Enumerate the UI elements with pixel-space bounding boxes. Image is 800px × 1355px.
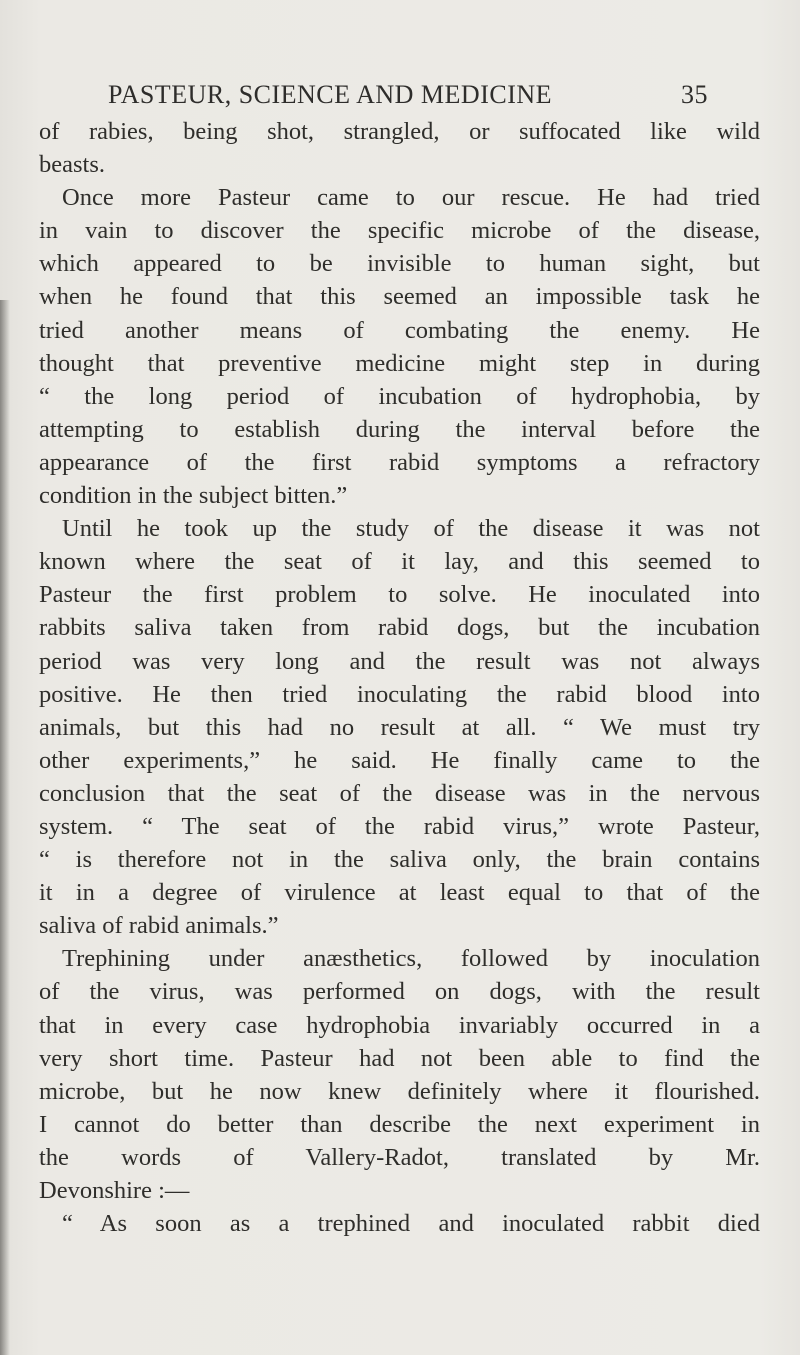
text-line: microbe, but he now knew definitely where it flourished. (39, 1077, 760, 1105)
text-line: Trephining under anæsthetics, followed by inoculation (62, 945, 760, 973)
text-line: system. “ The seat of the rabid virus,” wrote Pasteur, (39, 812, 760, 840)
text-line: positive. He then tried inoculating the rabid blood into (39, 680, 760, 708)
text-line: when he found that this seemed an impossible task he (39, 283, 760, 311)
text-line: Devonshire :— (39, 1177, 190, 1204)
text-line: of the virus, was performed on dogs, with the result (39, 978, 760, 1006)
text-line: Until he took up the study of the disease it was not (62, 515, 760, 543)
running-title: PASTEUR, SCIENCE AND MEDICINE (108, 80, 553, 109)
page-number: 35 (681, 80, 708, 109)
text-line: saliva of rabid animals.” (39, 912, 279, 940)
text-line: thought that preventive medicine might step in during (39, 349, 760, 377)
text-line: I cannot do better than describe the next experiment in (39, 1110, 760, 1138)
text-line: known where the seat of it lay, and this seemed to (39, 548, 760, 576)
text-line: attempting to establish during the interval before the (39, 415, 760, 443)
text-line: rabbits saliva taken from rabid dogs, but the incubation (39, 614, 760, 642)
text-line: “ the long period of incubation of hydrophobia, by (39, 382, 760, 410)
text-line: of rabies, being shot, strangled, or suffocated like wild (39, 118, 760, 145)
text-line: tried another means of combating the enemy. He (39, 316, 760, 344)
body-text (39, 115, 760, 1240)
text-line: appearance of the first rabid symptoms a refractory (39, 448, 760, 476)
text-line: Once more Pasteur came to our rescue. He had tried (62, 184, 760, 212)
text-line: condition in the subject bitten.” (39, 482, 348, 510)
text-line: animals, but this had no result at all. “ We must try (39, 713, 760, 741)
text-line: “ is therefore not in the saliva only, the brain contains (39, 846, 760, 874)
text-line: in vain to discover the specific microbe of the disease, (39, 217, 760, 245)
text-line: “ As soon as a trephined and inoculated rabbit died (62, 1210, 760, 1238)
text-line: which appeared to be invisible to human sight, but (39, 250, 760, 278)
text-line: Pasteur the first problem to solve. He inoculated into (39, 581, 760, 609)
text-line: it in a degree of virulence at least equal to that of the (39, 879, 760, 907)
text-line: conclusion that the seat of the disease was in the nervous (39, 779, 760, 807)
text-line: the words of Vallery-Radot, translated by Mr. (39, 1143, 760, 1171)
text-line: period was very long and the result was not always (39, 647, 760, 675)
text-line: that in every case hydrophobia invariably occurred in a (39, 1011, 760, 1039)
text-line: beasts. (39, 151, 105, 179)
text-line: very short time. Pasteur had not been able to find the (39, 1044, 760, 1072)
running-head (108, 80, 708, 110)
text-line: other experiments,” he said. He finally came to the (39, 746, 760, 774)
binding-shadow (0, 300, 10, 1355)
